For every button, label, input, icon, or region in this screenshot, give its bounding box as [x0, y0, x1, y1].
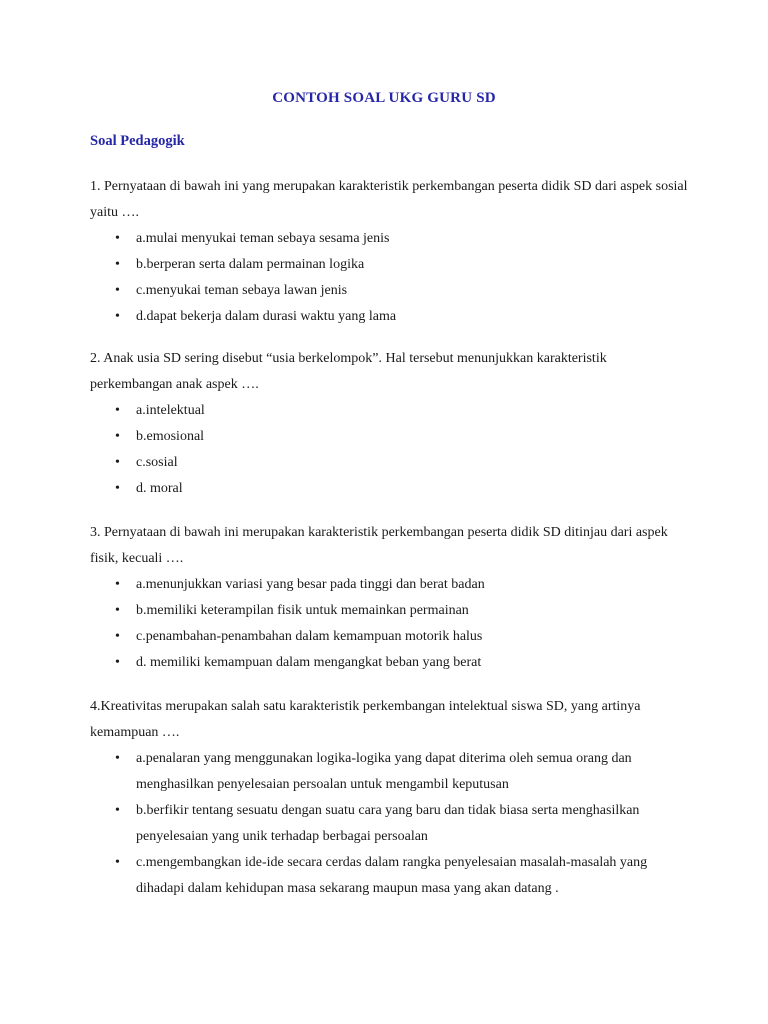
bullet-icon: • — [115, 455, 120, 470]
bullet-icon: • — [115, 257, 120, 272]
question-1 — [90, 174, 690, 330]
question-4 — [90, 694, 690, 902]
bullet-icon: • — [115, 283, 120, 298]
option-item — [90, 650, 690, 676]
bullet-icon: • — [115, 309, 120, 324]
option-text: a.mulai menyukai teman sebaya sesama jenis — [136, 231, 390, 246]
option-text: c.penambahan-penambahan dalam kemampuan motorik halus — [136, 629, 483, 644]
question-text: 3. Pernyataan di bawah ini merupakan karakteristik perkembangan peserta didik SD ditinjau dari aspek fisik, kecuali …. — [90, 525, 668, 566]
option-item — [90, 476, 690, 502]
question-text: 1. Pernyataan di bawah ini yang merupakan karakteristik perkembangan peserta didik SD dari aspek sosial yaitu …. — [90, 179, 688, 220]
bullet-icon: • — [115, 481, 120, 496]
option-item — [90, 746, 690, 798]
bullet-icon: • — [115, 751, 120, 766]
option-text: d. moral — [136, 481, 183, 496]
option-item — [90, 398, 690, 424]
option-text: a.menunjukkan variasi yang besar pada tinggi dan berat badan — [136, 577, 485, 592]
bullet-icon: • — [115, 629, 120, 644]
option-item — [90, 798, 690, 850]
option-list — [90, 746, 690, 902]
option-item — [90, 304, 690, 330]
question-2 — [90, 346, 690, 502]
option-item — [90, 572, 690, 598]
bullet-icon: • — [115, 429, 120, 444]
option-text: d.dapat bekerja dalam durasi waktu yang lama — [136, 309, 397, 324]
option-text: a.penalaran yang menggunakan logika-logika yang dapat diterima oleh semua orang dan menghasilkan penyelesaian persoalan untuk mengambil keputusan — [136, 751, 632, 792]
option-item — [90, 278, 690, 304]
question-text: 4.Kreativitas merupakan salah satu karakteristik perkembangan intelektual siswa SD, yang artinya kemampuan …. — [90, 699, 641, 740]
question-text: 2. Anak usia SD sering disebut “usia berkelompok”. Hal tersebut menunjukkan karakteristik perkembangan anak aspek …. — [90, 351, 607, 392]
option-list — [90, 398, 690, 502]
option-text: a.intelektual — [136, 403, 205, 418]
option-item — [90, 450, 690, 476]
bullet-icon: • — [115, 403, 120, 418]
document-title: CONTOH SOAL UKG GURU SD — [272, 90, 496, 106]
option-list — [90, 572, 690, 676]
bullet-icon: • — [115, 803, 120, 818]
option-text: c.mengembangkan ide-ide secara cerdas dalam rangka penyelesaian masalah-masalah yang dihadapi dalam kehidupan masa sekarang maupun masa yang akan datang . — [136, 855, 648, 896]
question-3 — [90, 520, 690, 676]
option-text: c.sosial — [136, 455, 178, 470]
option-text: b.memiliki keterampilan fisik untuk memainkan permainan — [136, 603, 469, 618]
option-text: b.berperan serta dalam permainan logika — [136, 257, 365, 272]
bullet-icon: • — [115, 603, 120, 618]
option-item — [90, 850, 690, 902]
option-item — [90, 252, 690, 278]
section-heading: Soal Pedagogik — [90, 133, 185, 149]
option-item — [90, 598, 690, 624]
option-text: b.emosional — [136, 429, 205, 444]
bullet-icon: • — [115, 577, 120, 592]
option-item — [90, 624, 690, 650]
bullet-icon: • — [115, 231, 120, 246]
bullet-icon: • — [115, 655, 120, 670]
option-item — [90, 226, 690, 252]
option-text: b.berfikir tentang sesuatu dengan suatu cara yang baru dan tidak biasa serta menghasilkan penyelesaian yang unik terhadap berbagai persoalan — [136, 803, 640, 844]
bullet-icon: • — [115, 855, 120, 870]
option-item — [90, 424, 690, 450]
option-text: c.menyukai teman sebaya lawan jenis — [136, 283, 348, 298]
option-text: d. memiliki kemampuan dalam mengangkat beban yang berat — [136, 655, 482, 670]
option-list — [90, 226, 690, 330]
